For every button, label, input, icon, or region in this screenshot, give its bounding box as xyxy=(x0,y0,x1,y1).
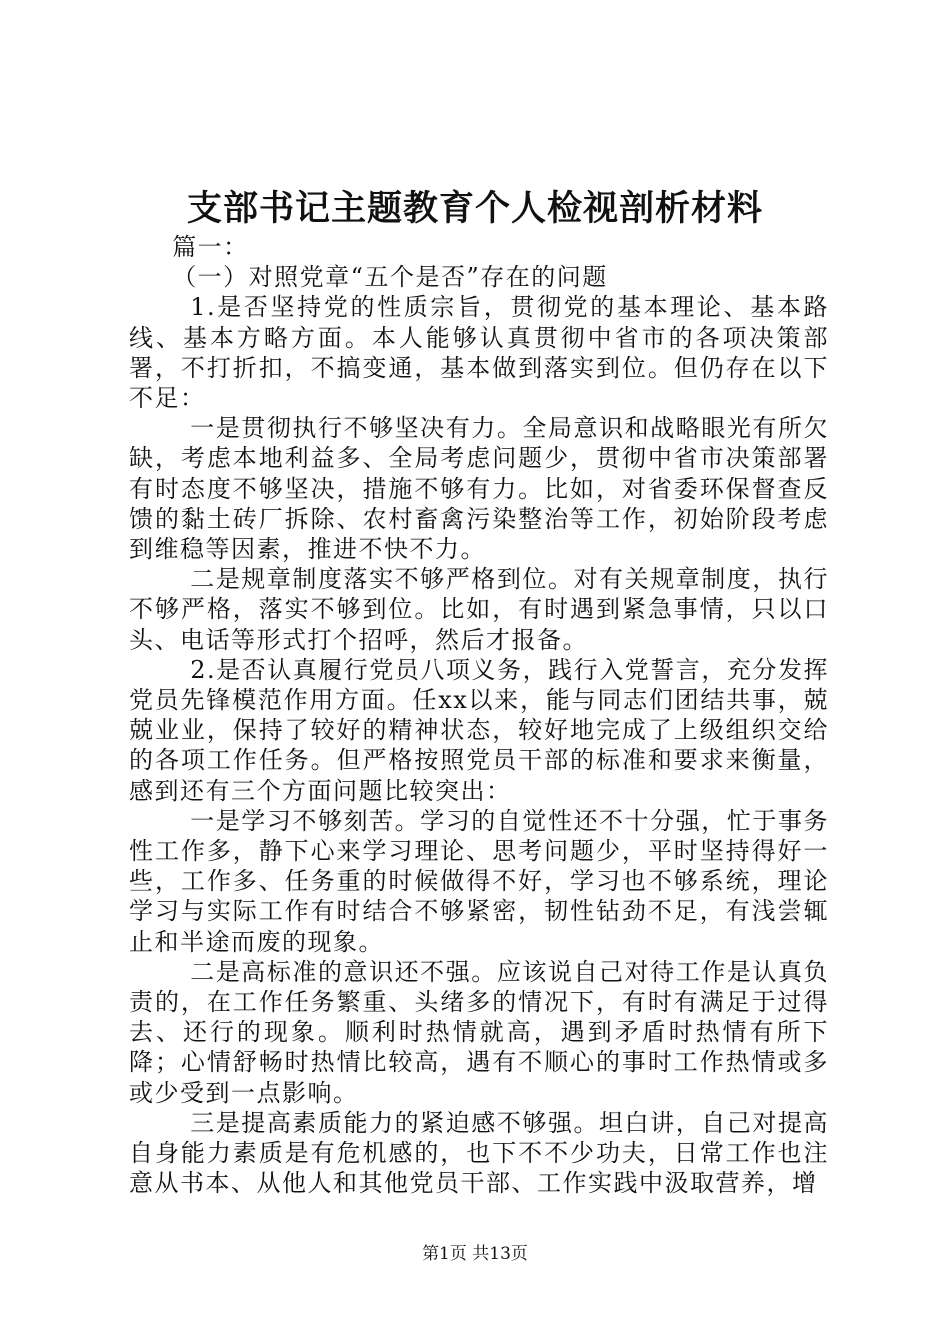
paragraph: 2.是否认真履行党员八项义务，践行入党誓言，充分发挥党员先锋模范作用方面。任xx以来，能与同志们团结共事，兢兢业业，保持了较好的精神状态，较好地完成了上级组织交给的各项工作任务。但严格按照党员干部的标准和要求来衡量，感到还有三个方面问题比较突出： xyxy=(129,655,829,805)
document-body xyxy=(129,232,829,1199)
paragraph: 二是规章制度落实不够严格到位。对有关规章制度，执行不够严格，落实不够到位。比如，有时遇到紧急事情，只以口头、电话等形式打个招呼，然后才报备。 xyxy=(129,565,829,654)
document-title: 支部书记主题教育个人检视剖析材料 xyxy=(186,188,763,229)
paragraph: 一是学习不够刻苦。学习的自觉性还不十分强，忙于事务性工作多，静下心来学习理论、思考问题少，平时坚持得好一些，工作多、任务重的时候做得不好，学习也不够系统，理论学习与实际工作有时结合不够紧密，韧性钻劲不足，有浅尝辄止和半途而废的现象。 xyxy=(129,806,829,956)
paragraph: 二是高标准的意识还不强。应该说自己对待工作是认真负责的，在工作任务繁重、头绪多的情况下，有时有满足于过得去、还行的现象。顺利时热情就高，遇到矛盾时热情有所下降；心情舒畅时热情比较高，遇有不顺心的事时工作热情或多或少受到一点影响。 xyxy=(129,957,829,1107)
section-label: 篇一： xyxy=(172,233,249,261)
paragraph: 三是提高素质能力的紧迫感不够强。坦白讲，自己对提高自身能力素质是有危机感的，也下不不少功夫，日常工作也注意从书本、从他人和其他党员干部、工作实践中汲取营养，增 xyxy=(129,1108,829,1198)
paragraph: 一是贯彻执行不够坚决有力。全局意识和战略眼光有所欠缺，考虑本地利益多、全局考虑问题少，贯彻中省市决策部署有时态度不够坚决，措施不够有力。比如，对省委环保督查反馈的黏土砖厂拆除、农村畜禽污染整治等工作，初始阶段考虑到维稳等因素，推进不快不力。 xyxy=(129,414,829,564)
paragraph: 1.是否坚持党的性质宗旨，贯彻党的基本理论、基本路线、基本方略方面。本人能够认真贯彻中省市的各项决策部署，不打折扣，不搞变通，基本做到落实到位。但仍存在以下不足： xyxy=(129,293,829,413)
page-footer: 第1页 共13页 xyxy=(422,1244,528,1264)
section-heading: （一）对照党章“五个是否”存在的问题 xyxy=(172,263,608,292)
